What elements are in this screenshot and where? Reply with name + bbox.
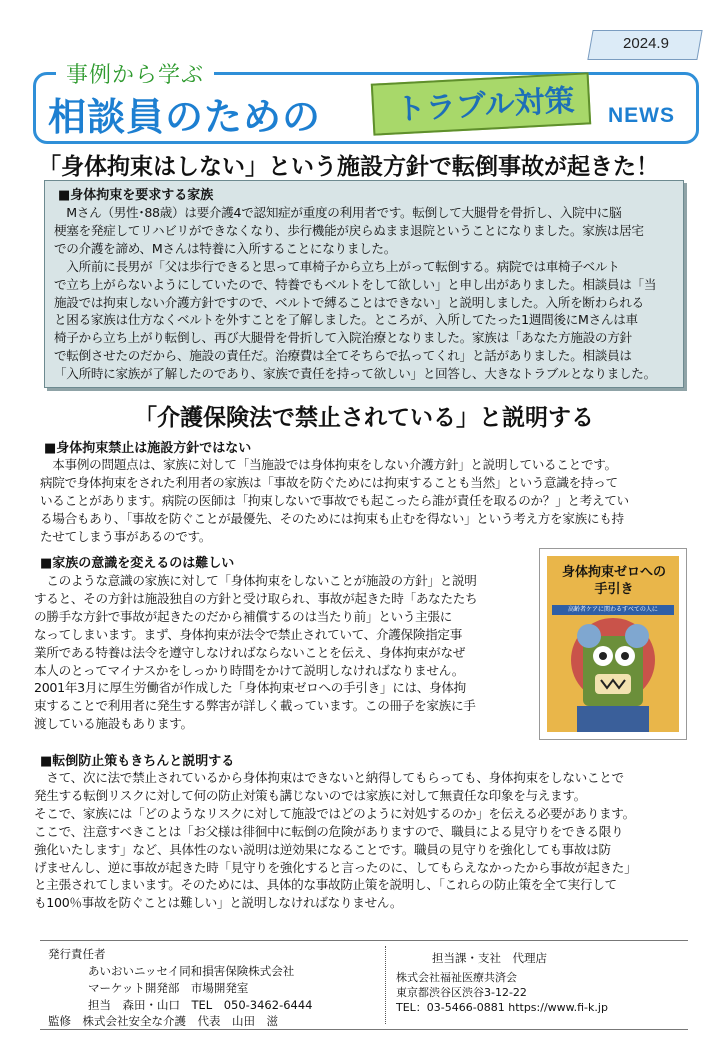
- footer-divider: [385, 946, 386, 1024]
- section1-heading: ■身体拘束禁止は施設方針ではない: [44, 441, 252, 456]
- section2-line: このような意識の家族に対して「身体拘束をしないことが施設の方針」と説明: [34, 573, 477, 588]
- section3-line: 発生する転倒リスクに対して何の防止対策も講じないのでは家族に対して無責任な印象を与えます。: [34, 787, 586, 803]
- case-line: で立ち上がらないようにしていたので、特養でもベルトをして欲しい」と申し出がありました。相談員は「当: [54, 276, 657, 292]
- header-subtitle: 事例から学ぶ: [56, 58, 214, 89]
- section3-line: ここで、注意すべきことは「お父様は徘徊中に転倒の危険がありますので、職員による見守りをできる限り: [34, 823, 624, 839]
- publisher-company: あいおいニッセイ同和損害保険株式会社: [88, 964, 295, 978]
- case-line: 梗塞を発症してリハビリができなくなり、歩行機能が戻らぬまま退院ということになりました。家族は居宅: [54, 222, 644, 238]
- main-headline: 「身体拘束はしない」という施設方針で転倒事故が起きた！: [38, 154, 659, 180]
- case-line: 「入所時に家族が了解したのであり、家族で責任を持って欲しい」と回答し、大きなトラブルとなりました。: [54, 366, 656, 382]
- case-line: での介護を諦め、Mさんは特養に入所することになりました。: [54, 240, 396, 256]
- agency-address: 東京都渋谷区渋谷3-12-22: [396, 986, 527, 999]
- section1-line: たせてしまう事があるのです。: [40, 528, 212, 544]
- case-heading: ■身体拘束を要求する家族: [58, 188, 214, 203]
- section1-text: [40, 456, 629, 546]
- section2-line: の勝手な方針で事故が起きたのだから補償するのは当たり前」という主張に: [34, 608, 452, 624]
- case-line: で転倒させたのだから、施設の責任だ。治療費は全てそちらで払ってくれ」と話がありました。相談員は: [54, 348, 632, 364]
- section-headline: 「介護保険法で禁止されている」と説明する: [134, 405, 594, 431]
- agency-contact: TEL：03-5466-0881 https://www.fi-k.jp: [396, 1001, 608, 1014]
- publisher-label: 発行責任者: [48, 947, 106, 961]
- section3-line: さて、次に法で禁止されているから身体拘束はできないと納得してもらっても、身体拘束をしないことで: [34, 770, 624, 785]
- case-line: 入所前に長男が「父は歩行できると思って車椅子から立ち上がって転倒する。病院では車椅子ベルト: [54, 258, 620, 274]
- header-badge: トラブル対策: [394, 83, 576, 128]
- case-line: 施設では拘束しない介護方針ですので、ベルトで縛ることはできない」と説明しました。入所を断わられる: [54, 294, 644, 310]
- book-title-line: 手引き: [594, 582, 634, 597]
- section3-line: そこで、家族には「どのようなリスクに対して施設ではどのように対処するのか」を伝える必要があります。: [34, 805, 635, 821]
- section3-line: も100％事故を防ぐことは難しい」と説明しなければなりません。: [34, 895, 403, 911]
- section2-line: 業所である特養は法令を遵守しなければならないことを伝え、身体拘束がなぜ: [34, 644, 466, 660]
- section1-line: る場合もあり、「事故を防ぐことが最優先、そのためには拘束も止むを得ない」という考え方を家族にも持: [40, 510, 624, 526]
- section3-text: [34, 769, 636, 912]
- section2-line: なってしまいます。まず、身体拘束が法令で禁止されていて、介護保険指定事: [34, 626, 463, 642]
- agency-label: 担当課・支社 代理店: [432, 951, 547, 965]
- section2-line: 2001年3月に厚生労働省が作成した「身体拘束ゼロへの手引き」には、身体拘: [34, 680, 466, 696]
- issue-date: 2024.9: [623, 35, 669, 52]
- section3-line: 強化いたします」など、具体性のない説明は逆効果になることです。職員の見守りを強化しても事故は防: [34, 841, 611, 857]
- section1-line: 本事例の問題点は、家族に対して「当施設では身体拘束をしない介護方針」と説明していることです。: [40, 457, 617, 472]
- publisher-dept: マーケット開発部 市場開発室: [88, 981, 249, 995]
- section2-line: 本人のとってマイナスかをしっかり時間をかけて説明しなければなりません。: [34, 662, 465, 678]
- book-title: [552, 564, 676, 598]
- section3-line: と主張されてしまいます。そのためには、具体的な事故防止策を説明し、「これらの防止策を全て実行して: [34, 877, 617, 893]
- publisher-contact: 担当 森田・山口 TEL 050-3462-6444: [88, 998, 313, 1012]
- header-title: 相談員のための: [48, 95, 322, 139]
- section2-line: 渡している施設もあります。: [34, 716, 193, 732]
- book-band-text: 高齢者ケアに関わるすべての人に: [568, 606, 658, 613]
- header-news: NEWS: [608, 104, 675, 127]
- agency-name: 株式会社福祉医療共済会: [396, 971, 517, 984]
- section3-line: げませんし、逆に事故が起きた時「見守りを強化すると言ったのに、してもらえなかったから事故が起きた」: [34, 859, 637, 875]
- section2-line: 束することで利用者に発生する弊害が詳しく載っています。この冊子を家族に手: [34, 698, 476, 714]
- section1-line: 病院で身体拘束をされた利用者の家族は「事故を防ぐためには拘束することも当然」という意識を持って: [40, 474, 618, 490]
- case-line: 椅子から立ち上がり転倒し、再び大腿骨を骨折して入院治療となりました。家族は「あなた方施設の方針: [54, 330, 632, 346]
- section2-text: [34, 572, 477, 733]
- case-text: [54, 204, 656, 383]
- section2-heading: ■家族の意識を変えるのは難しい: [40, 556, 235, 571]
- section3-heading: ■転倒防止策もきちんと説明する: [40, 754, 235, 769]
- book-title-line: 身体拘束ゼロへの: [561, 565, 666, 580]
- section1-line: いることがあります。病院の医師は「拘束しないで事故でも起こったら誰が責任を取るのか？」と考えてい: [40, 492, 629, 508]
- case-line: Mさん（男性･88歳）は要介護4で認知症が重度の利用者です。転倒して大腿骨を骨折し、入院中に脳: [54, 205, 622, 220]
- section2-line: すると、その方針は施設独自の方針と受け取られ、事故が起きた時「あなたたち: [34, 590, 478, 606]
- supervisor: 監修 株式会社安全な介護 代表 山田 滋: [48, 1014, 278, 1028]
- case-line: と困る家族は仕方なくベルトを外すことを了解しました。ところが、入所してたった1週間後にMさんは車: [54, 312, 638, 328]
